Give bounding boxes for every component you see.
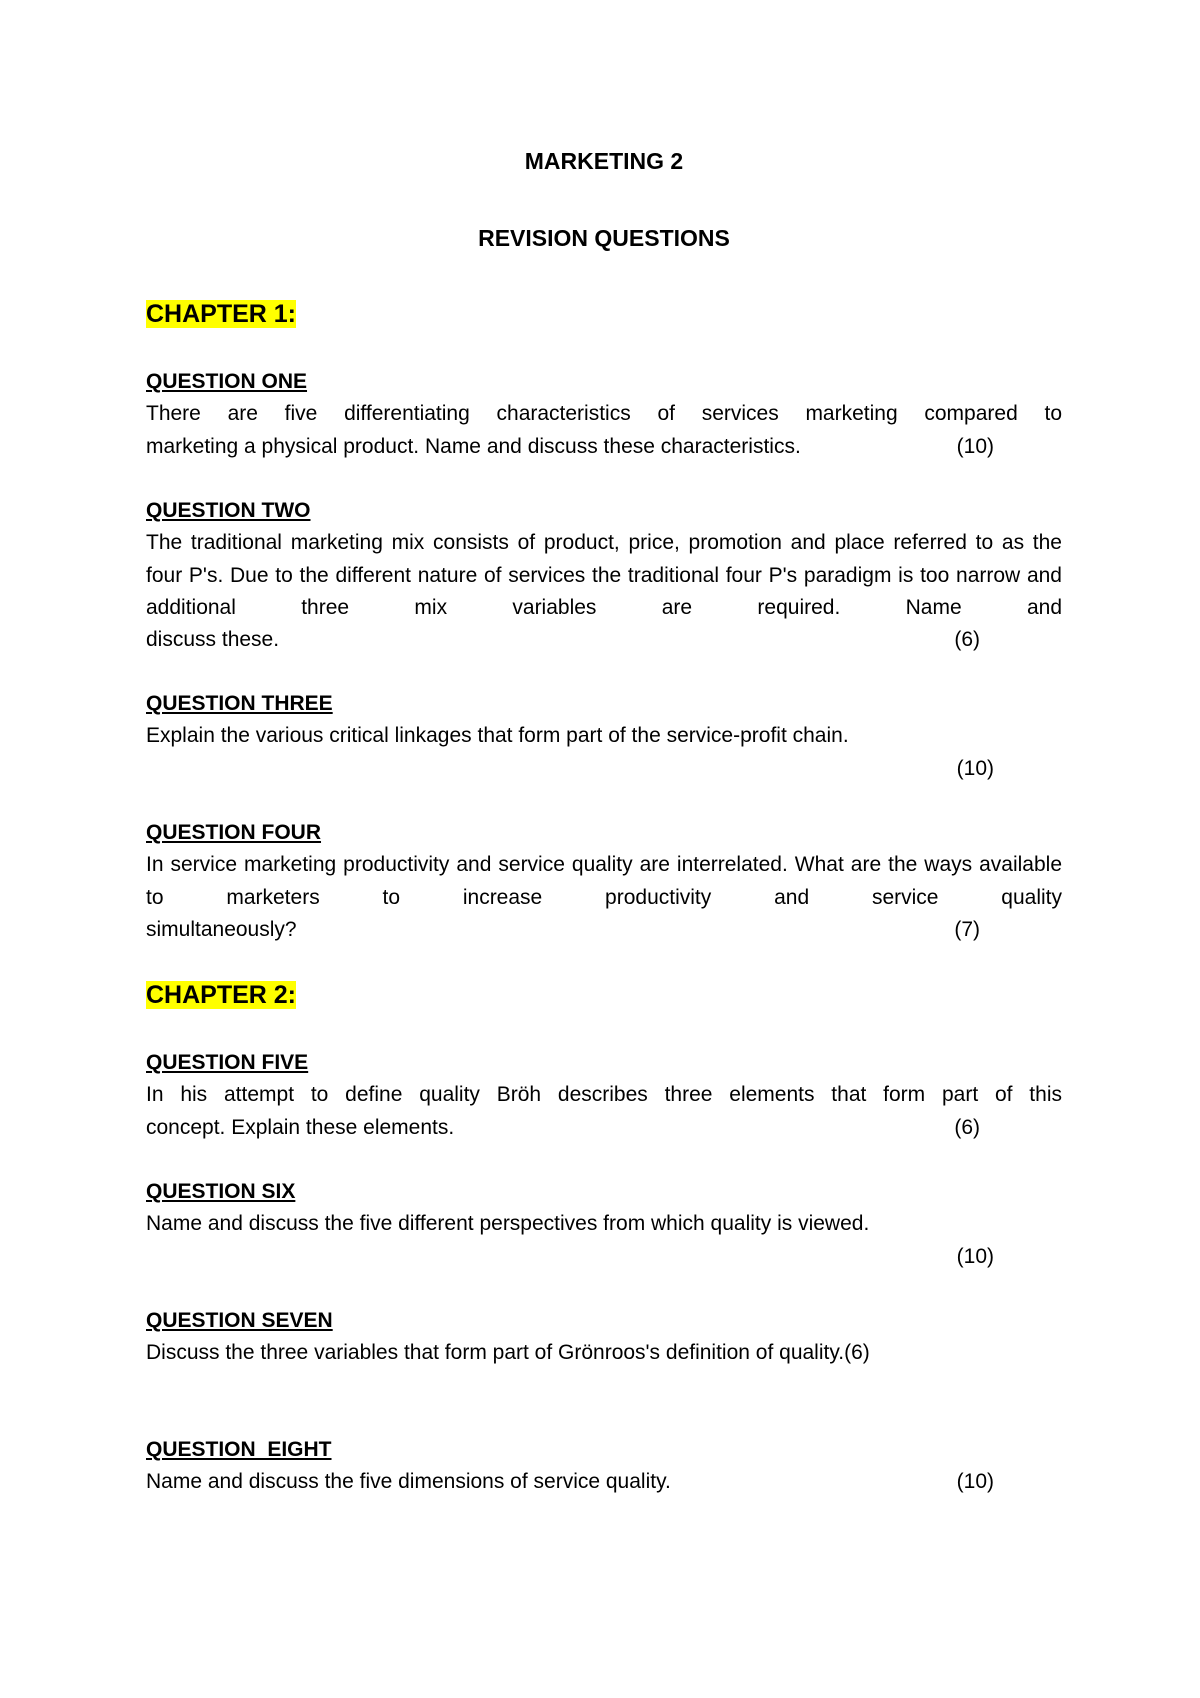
question-heading: QUESTION ONE xyxy=(146,370,308,393)
question-marks: (6) xyxy=(954,1115,980,1139)
question-heading: QUESTION FOUR xyxy=(146,821,322,844)
question-text-last-line: marketing a physical product. Name and discuss these characteristics. xyxy=(146,434,801,458)
question-three xyxy=(146,688,1062,785)
question-eight xyxy=(146,1434,1062,1499)
question-heading: QUESTION EIGHT xyxy=(146,1438,332,1461)
question-text-last-line: simultaneously? xyxy=(146,917,297,941)
question-text: Explain the various critical linkages that form part of the service-profit chain. xyxy=(146,724,849,748)
question-text: There are five differentiating characteristics of services marketing compared to xyxy=(146,402,1062,426)
question-four xyxy=(146,817,1062,946)
question-text-last-line: concept. Explain these elements. xyxy=(146,1115,455,1139)
question-marks: (10) xyxy=(956,756,994,780)
question-heading: QUESTION TWO xyxy=(146,499,311,522)
question-text: In service marketing productivity and service quality are interrelated. What are the ways available to marketers to increase productivity and service quality xyxy=(146,853,1062,909)
question-marks: (10) xyxy=(956,434,994,458)
chapter-heading-1 xyxy=(146,297,296,331)
question-text: The traditional marketing mix consists of product, price, promotion and place referred to as the four P's. Due to the different nature of services the traditional four P's paradigm is too narrow and additional three mix variables are required. Name and xyxy=(146,531,1062,619)
question-two xyxy=(146,495,1062,656)
question-heading: QUESTION SIX xyxy=(146,1180,296,1203)
question-seven xyxy=(146,1305,1062,1370)
question-marks: (10) xyxy=(956,1470,994,1494)
question-text-last-line: Name and discuss the five dimensions of service quality. xyxy=(146,1470,671,1494)
question-heading: QUESTION SEVEN xyxy=(146,1309,333,1332)
question-marks: (10) xyxy=(956,1244,994,1268)
chapter-heading-2 xyxy=(146,978,296,1012)
chapter-label: CHAPTER 1: xyxy=(146,300,297,328)
question-text: Name and discuss the five different perspectives from which quality is viewed. xyxy=(146,1212,870,1236)
document-subtitle: REVISION QUESTIONS xyxy=(478,225,730,251)
chapter-label: CHAPTER 2: xyxy=(146,981,297,1009)
question-text: Discuss the three variables that form part of Grönroos's definition of quality.(6) xyxy=(146,1341,870,1365)
question-one xyxy=(146,366,1062,463)
question-text: In his attempt to define quality Bröh describes three elements that form part of this xyxy=(146,1083,1062,1107)
document-title: MARKETING 2 xyxy=(524,148,684,174)
question-heading: QUESTION THREE xyxy=(146,692,333,715)
question-marks: (6) xyxy=(954,628,980,652)
question-text-last-line: discuss these. xyxy=(146,628,280,652)
question-heading: QUESTION FIVE xyxy=(146,1051,309,1074)
question-six xyxy=(146,1176,1062,1273)
question-marks: (7) xyxy=(954,917,980,941)
question-five xyxy=(146,1047,1062,1144)
